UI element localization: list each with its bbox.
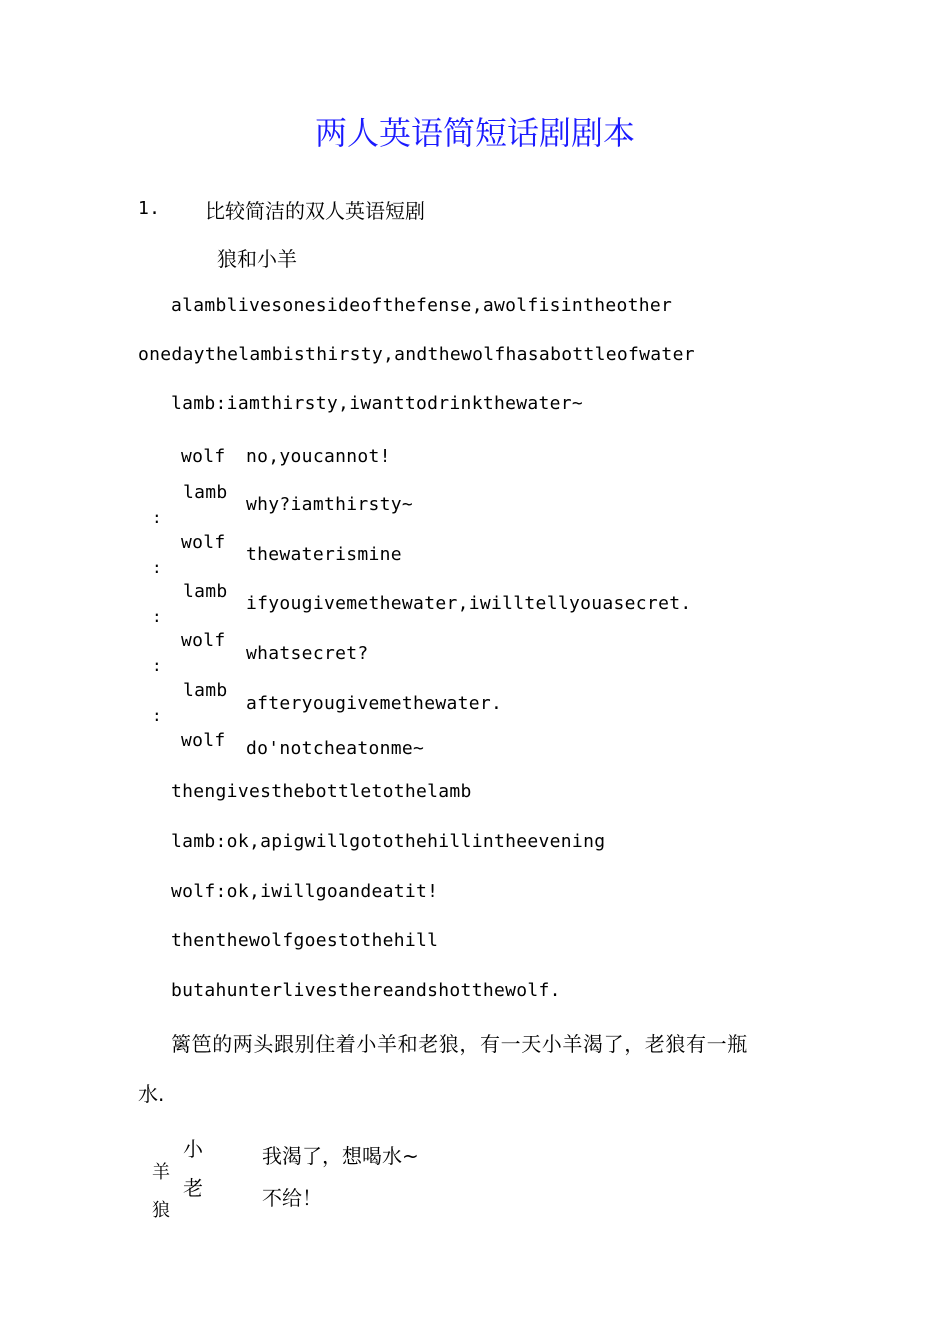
dialogue-speaker: wolf — [181, 730, 226, 751]
outro-line: wolf:ok,iwillgoandeatit! — [171, 881, 439, 902]
dialogue-speaker: wolf — [181, 532, 226, 553]
intro-line: alamblivesonesideofthefense,awolfisintheother — [171, 295, 673, 316]
cn-dialogue-speaker: 小 — [183, 1137, 203, 1161]
outro-line: thenthewolfgoestothehill — [171, 930, 439, 951]
dialogue-colon: : — [152, 508, 162, 527]
dialogue-line: thewaterismine — [246, 544, 402, 565]
dialogue-speaker: lamb — [183, 680, 228, 701]
dialogue-line: afteryougivemethewater. — [246, 693, 503, 714]
dialogue-colon: : — [152, 558, 162, 577]
cn-dialogue-line: 我渴了，想喝水~ — [262, 1144, 419, 1168]
dialogue-speaker: lamb — [183, 581, 228, 602]
outro-line: thengivesthebottletothelamb — [171, 781, 472, 802]
document-title: 两人英语简短话剧剧本 — [314, 114, 635, 152]
dialogue-speaker: lamb — [183, 482, 228, 503]
dialogue-line: no,youcannot! — [246, 446, 391, 467]
section-heading: 比较简洁的双人英语短剧 — [205, 199, 425, 223]
dialogue-colon: : — [152, 656, 162, 675]
dialogue-line: ifyougivemethewater,iwilltellyouasecret. — [246, 593, 692, 614]
chinese-paragraph: 篱笆的两头跟别住着小羊和老狼，有一天小羊渴了，老狼有一瓶 — [171, 1032, 748, 1056]
dialogue-line: whatsecret? — [246, 643, 369, 664]
dialogue-speaker: wolf — [181, 630, 226, 651]
dialogue-speaker: wolf — [181, 446, 226, 467]
intro-line: onedaythelambisthirsty,andthewolfhasabottleofwater — [138, 344, 695, 365]
cn-dialogue-line: 不给！ — [262, 1186, 322, 1210]
dialogue-line: why?iamthirsty~ — [246, 494, 414, 515]
outro-line: lamb:ok,apigwillgotothehillintheevening — [171, 831, 606, 852]
play-title: 狼和小羊 — [217, 247, 297, 271]
cn-clipped-char: 狼 — [152, 1200, 170, 1221]
dialogue-line: do'notcheatonme~ — [246, 738, 425, 759]
section-number: 1. — [138, 198, 161, 219]
cn-dialogue-speaker: 老 — [183, 1176, 203, 1200]
intro-line: lamb:iamthirsty,iwanttodrinkthewater~ — [171, 393, 584, 414]
dialogue-colon: : — [152, 706, 162, 725]
cn-clipped-char: 羊 — [152, 1162, 170, 1183]
dialogue-colon: : — [152, 607, 162, 626]
chinese-paragraph-end: 水. — [138, 1082, 165, 1106]
outro-line: butahunterlivesthereandshotthewolf. — [171, 980, 561, 1001]
